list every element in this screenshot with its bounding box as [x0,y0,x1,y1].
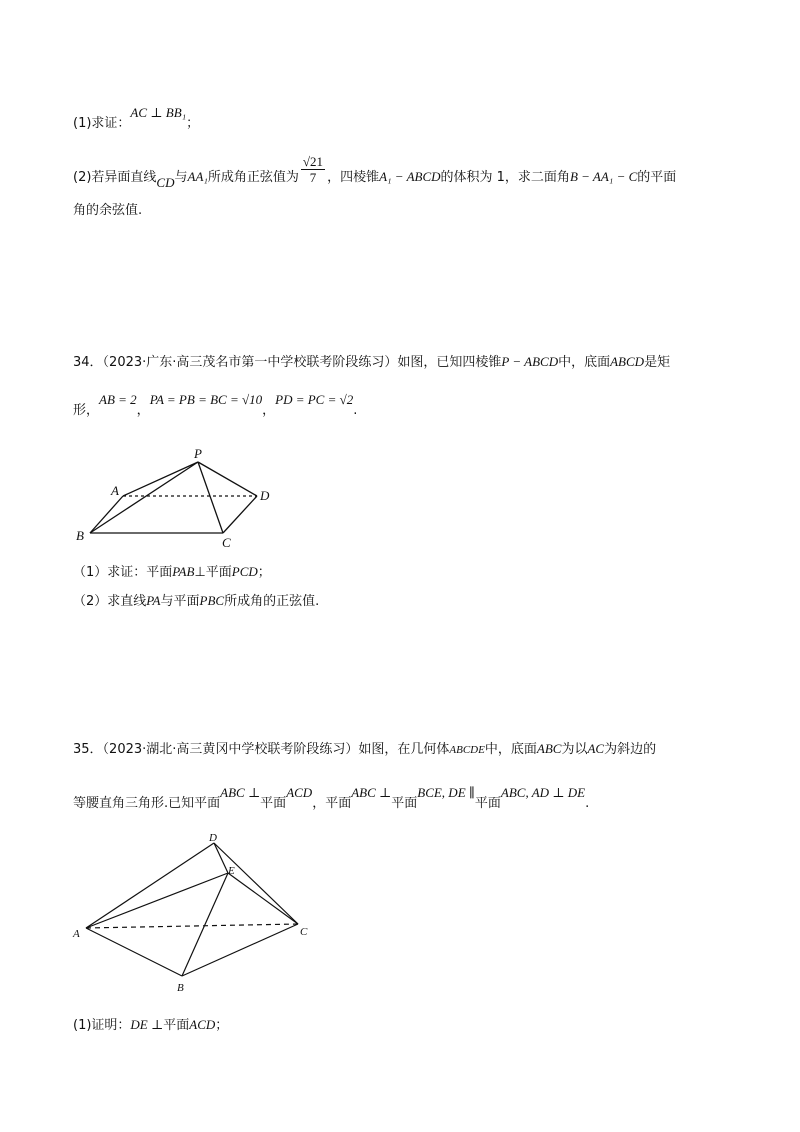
q34-pyramid-figure [60,440,300,555]
q34-part2: （2）求直线PA与平面PBC所成角的正弦值. [73,593,320,609]
q33-part2-line2: 角的余弦值. [73,203,143,218]
edge-AC [86,924,298,928]
vertex-label-C: C [222,535,231,550]
q35-header: 35．（2023·湖北·高三黄冈中学校联考阶段练习）如图，在几何体ABCDE中，底面ABC为以AC为斜边的 [73,741,657,757]
vertex-label-P: P [194,446,202,461]
q33-part1: (1)求证：AC ⊥ BB₁； [73,105,200,131]
q35-condition: 等腰直角三角形.已知平面ABC ⊥平面ACD，平面ABC ⊥平面BCE, DE ∥平面ABC, AD ⊥ DE. [73,785,590,811]
edge-EC [228,873,298,924]
q34-header: 34．（2023·广东·高三茂名市第一中学校联考阶段练习）如图，已知四棱锥P − ABCD中，底面ABCD是矩 [73,354,671,370]
edge-PA [123,462,198,496]
edge-PC [198,462,223,533]
q33-fraction: $\frac{√21}{7}$ [302,154,324,185]
edge-DE [214,843,228,873]
vertex-label-A: A [73,928,80,940]
vertex-label-A: A [111,483,119,498]
edge-DC [214,843,298,924]
q35-part1: (1)证明：DE ⊥平面ACD； [73,1017,229,1033]
q35-solid-figure [60,828,330,998]
vertex-label-E: E [228,865,235,877]
vertex-label-B: B [177,982,184,994]
vertex-label-D: D [209,832,217,844]
vertex-label-B: B [76,528,84,543]
q34-part1: （1）求证：平面PAB⊥平面PCD； [73,564,271,580]
edge-PB [90,462,198,533]
edge-AB [86,928,182,976]
q33-part1-math: AC ⊥ BB₁ [130,105,187,120]
edge-PD [198,462,257,496]
edge-CD [223,496,257,533]
q33-part2: (2)若异面直线CD与AA₁所成角正弦值为 $\frac{√21}{7}$ ，四棱锥A₁ − ABCD的体积为 1，求二面角B − AA₁ − C的平面 [73,154,677,190]
vertex-label-D: D [260,488,270,503]
q34-condition: 形，AB = 2，PA = PB = BC = √10，PD = PC = √2. [73,392,358,418]
edge-BC [182,924,298,976]
vertex-label-C: C [300,926,308,938]
